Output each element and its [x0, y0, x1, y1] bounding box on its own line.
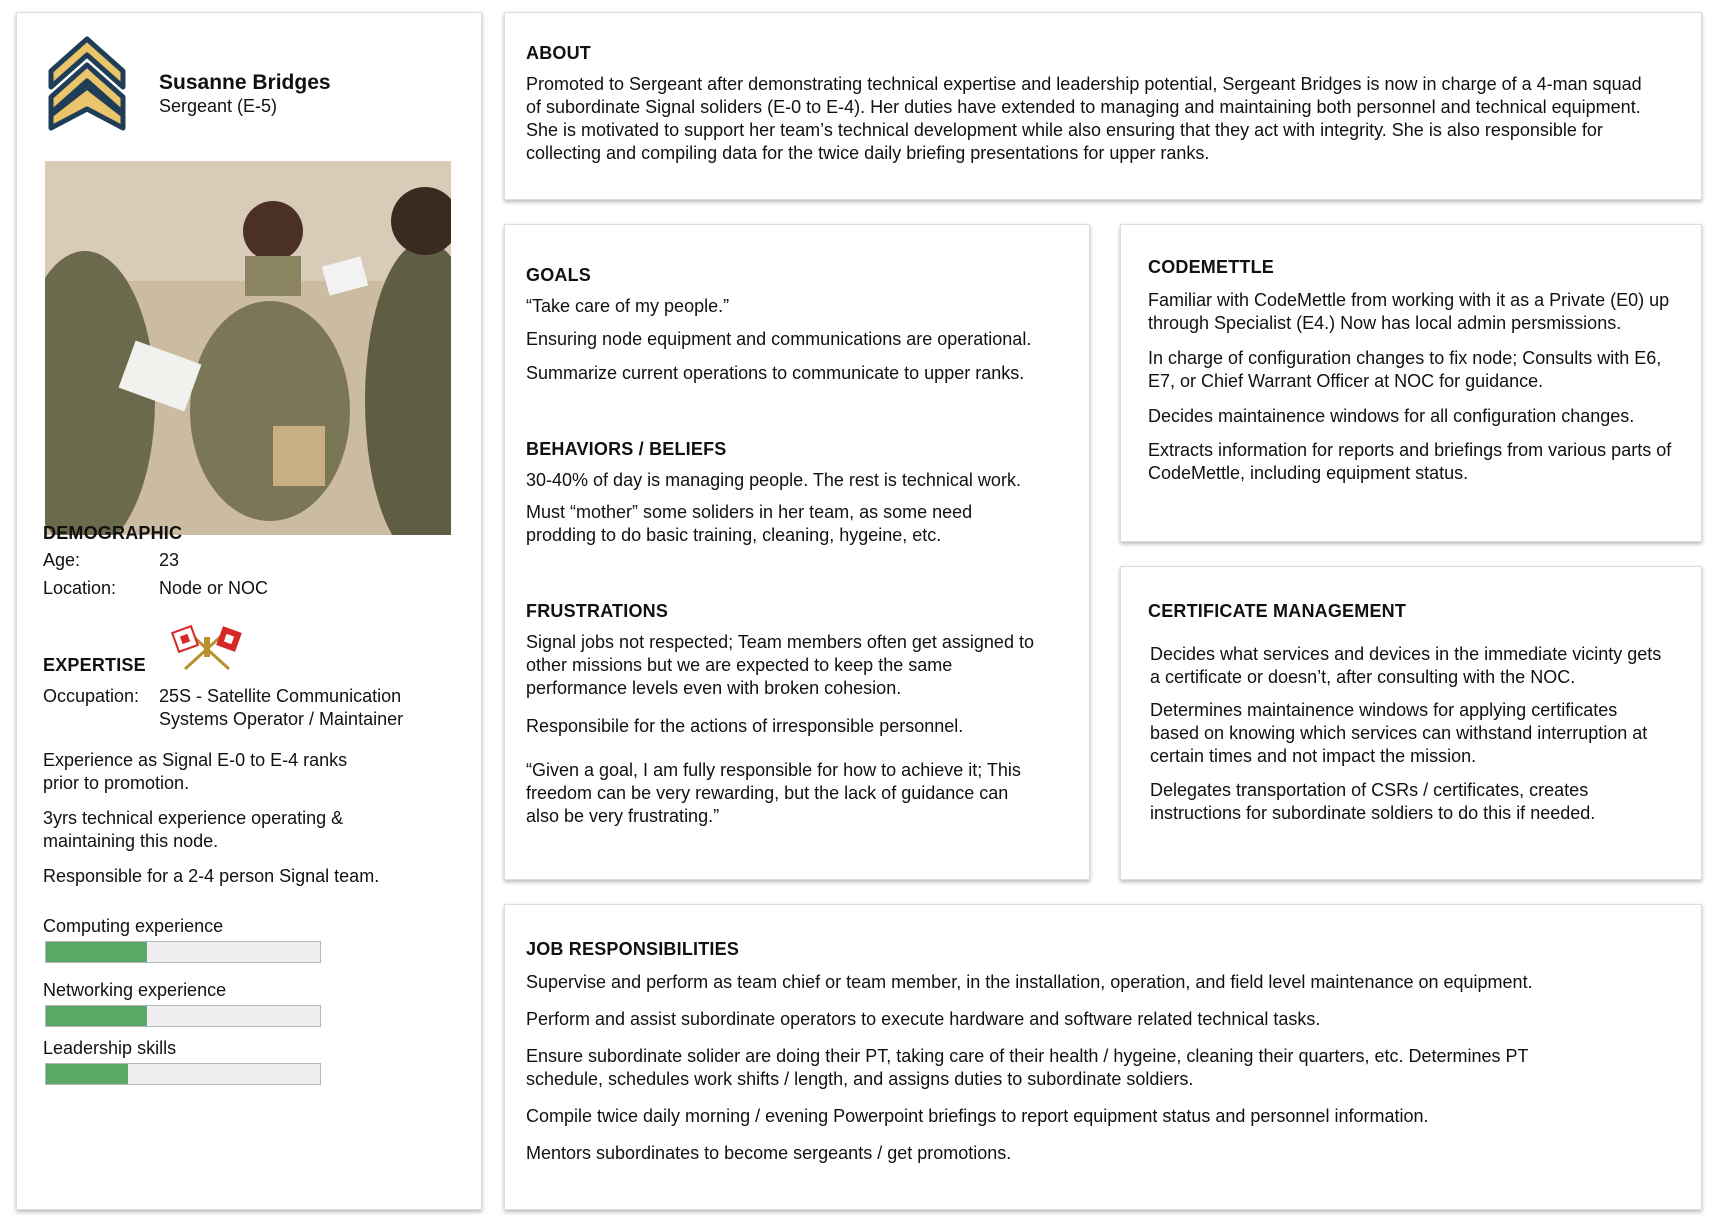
age-label: Age: [43, 550, 81, 570]
occupation-label: Occupation: [43, 686, 140, 706]
behaviors-heading: BEHAVIORS / BELIEFS [526, 439, 727, 459]
sergeant-chevron-icon [47, 35, 127, 131]
networking-experience-bar [45, 1005, 321, 1027]
persona-rank: Sergeant (E-5) [159, 96, 278, 116]
goal-item: Ensuring node equipment and communications are operational. [526, 329, 1032, 349]
job-item: Ensure subordinate solider are doing their PT, taking care of their health / hygeine, cleaning their quarters, etc. Determines PT schedule, schedules work shifts / length, and assigns duties to subordinate soldiers. [526, 1046, 1529, 1089]
certificate-item: Delegates transportation of CSRs / certificates, creates instructions for subordinate soldiers to do this if needed. [1150, 780, 1596, 823]
jobs-heading: JOB RESPONSIBILITIES [526, 939, 740, 959]
goal-item: Summarize current operations to communicate to upper ranks. [526, 363, 1025, 383]
skill-label-leadership: Leadership skills [43, 1038, 177, 1058]
about-text: Promoted to Sergeant after demonstrating technical expertise and leadership potential, Sergeant Bridges is now in charge of a 4-man squad of subordinate Signal soliders (E-0 to E-4). Her duties have extended to managing and maintaining both personnel and technical equipment. She is motivated to support her team’s technical development while also ensuring that they act with integrity. She is also responsible for collecting and compiling data for the twice daily briefing presentations for upper ranks. [526, 74, 1642, 163]
goals-heading: GOALS [526, 265, 592, 285]
profile-card [16, 12, 482, 1210]
about-heading: ABOUT [526, 43, 591, 63]
expertise-heading: EXPERTISE [43, 655, 146, 675]
certificate-item: Determines maintainence windows for applying certificates based on knowing which services can withstand interruption at certain times and not impact the mission. [1150, 700, 1648, 766]
codemettle-item: Decides maintainence windows for all configuration changes. [1148, 406, 1635, 426]
goal-item: “Take care of my people.” [526, 296, 730, 316]
location-label: Location: [43, 578, 117, 598]
age-value: 23 [159, 550, 180, 570]
codemettle-heading: CODEMETTLE [1148, 257, 1274, 277]
certificate-management-card [1120, 566, 1702, 880]
certificate-heading: CERTIFICATE MANAGEMENT [1148, 601, 1407, 621]
goals-card [504, 224, 1090, 880]
expertise-note: Responsible for a 2-4 person Signal team. [43, 866, 380, 886]
computing-experience-bar [45, 941, 321, 963]
demographic-heading: DEMOGRAPHIC [43, 523, 183, 543]
codemettle-item: Familiar with CodeMettle from working with it as a Private (E0) up through Specialist (E4.) Now has local admin persmissions. [1148, 290, 1670, 333]
leadership-skills-bar [45, 1063, 321, 1085]
frustration-item: Responsibile for the actions of irresponsible personnel. [526, 716, 964, 736]
persona-name: Susanne Bridges [159, 71, 331, 94]
job-item: Mentors subordinates to become sergeants / get promotions. [526, 1143, 1012, 1163]
job-item: Compile twice daily morning / evening Powerpoint briefings to report equipment status and personnel information. [526, 1106, 1429, 1126]
certificate-item: Decides what services and devices in the immediate vicinty gets a certificate or doesn’t, after consulting with the NOC. [1150, 644, 1662, 687]
location-value: Node or NOC [159, 578, 269, 598]
job-responsibilities-card [504, 904, 1702, 1210]
codemettle-card [1120, 224, 1702, 542]
expertise-note: 3yrs technical experience operating & maintaining this node. [43, 808, 344, 851]
behavior-item: 30-40% of day is managing people. The rest is technical work. [526, 470, 1021, 490]
codemettle-item: In charge of configuration changes to fix node; Consults with E6, E7, or Chief Warrant Officer at NOC for guidance. [1148, 348, 1662, 391]
codemettle-item: Extracts information for reports and briefings from various parts of CodeMettle, including equipment status. [1148, 440, 1672, 483]
occupation-line-2: Systems Operator / Maintainer [159, 709, 404, 729]
frustrations-heading: FRUSTRATIONS [526, 601, 669, 621]
job-item: Perform and assist subordinate operators to execute hardware and software related technical tasks. [526, 1009, 1321, 1029]
persona-photo [45, 161, 451, 535]
behavior-item: Must “mother” some soliders in her team, as some need prodding to do basic training, cleaning, hygeine, etc. [526, 502, 973, 545]
frustration-item: Signal jobs not respected; Team members often get assigned to other missions but we are expected to keep the same performance levels even with broken cohesion. [526, 632, 1034, 698]
about-card [504, 12, 1702, 200]
skill-label-networking: Networking experience [43, 980, 227, 1000]
job-item: Supervise and perform as team chief or team member, in the installation, operation, and field level maintenance on equipment. [526, 972, 1533, 992]
signal-corps-flags-icon [171, 623, 243, 673]
skill-label-computing: Computing experience [43, 916, 224, 936]
frustration-quote: “Given a goal, I am fully responsible for how to achieve it; This freedom can be very rewarding, but the lack of guidance can also be very frustrating.” [526, 760, 1021, 826]
occupation-line-1: 25S - Satellite Communication [159, 686, 402, 706]
expertise-note: Experience as Signal E-0 to E-4 ranks prior to promotion. [43, 750, 348, 793]
